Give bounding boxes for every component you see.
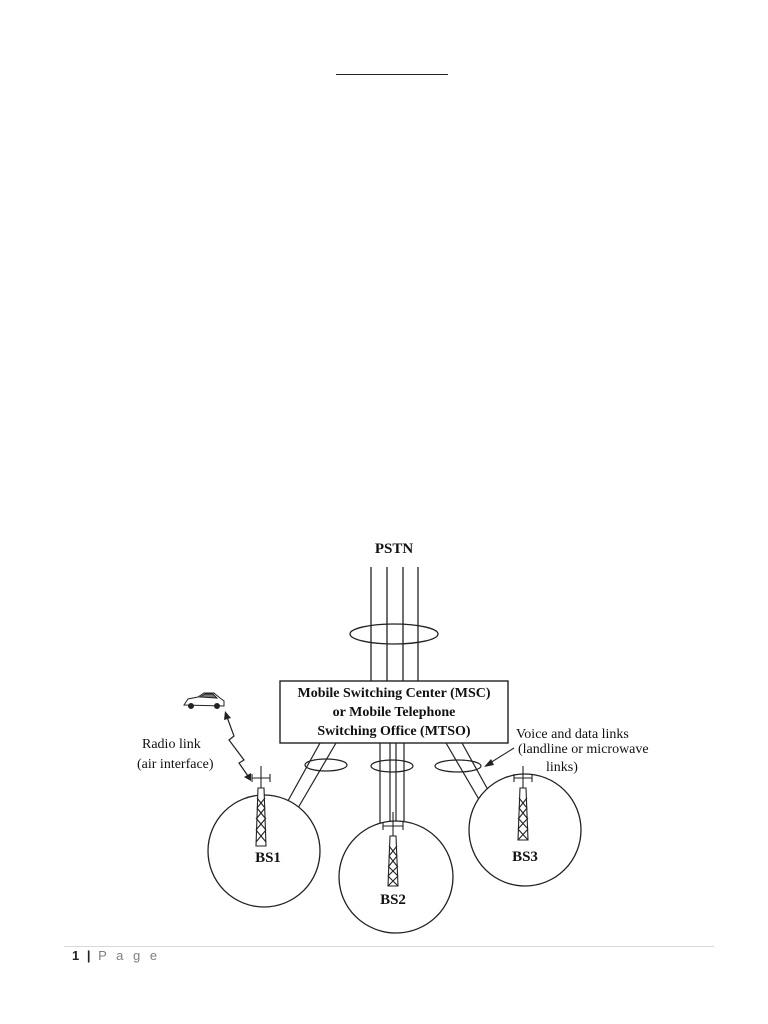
page-footer xyxy=(72,948,160,963)
msc-label-line-3: Switching Office (MTSO) xyxy=(317,724,471,739)
radio-link-arrow-top xyxy=(224,711,231,720)
page-word: P a g e xyxy=(98,948,161,963)
msc-label-line-1: Mobile Switching Center (MSC) xyxy=(297,686,491,701)
links-pointer-line xyxy=(490,748,514,763)
footer-divider xyxy=(64,946,714,947)
pstn-trunk-bundle-ring xyxy=(350,624,438,644)
radio-link-arrow-bottom xyxy=(244,773,251,781)
links-label-line-3: links) xyxy=(546,760,578,775)
footer-separator: | xyxy=(86,948,91,963)
radio-link-label-line-2: (air interface) xyxy=(137,757,214,772)
bs2-link-lines xyxy=(380,743,404,828)
pstn-label: PSTN xyxy=(374,541,414,557)
msc-label-line-2: or Mobile Telephone xyxy=(332,705,456,720)
bs1-label: BS1 xyxy=(255,850,281,866)
bs1-link-lines xyxy=(284,743,336,808)
links-label-line-1: Voice and data links xyxy=(516,727,629,742)
bs3-label: BS3 xyxy=(512,849,538,865)
radio-link-zigzag xyxy=(227,717,248,776)
links-label-line-2: (landline or microwave xyxy=(518,742,649,757)
car-icon xyxy=(184,693,224,709)
page-number: 1 xyxy=(72,948,80,963)
bs2-label: BS2 xyxy=(380,892,406,908)
radio-link-label-line-1: Radio link xyxy=(142,737,201,752)
bs2-link-bundle-ring xyxy=(371,760,413,772)
links-pointer-arrowhead xyxy=(484,759,494,767)
